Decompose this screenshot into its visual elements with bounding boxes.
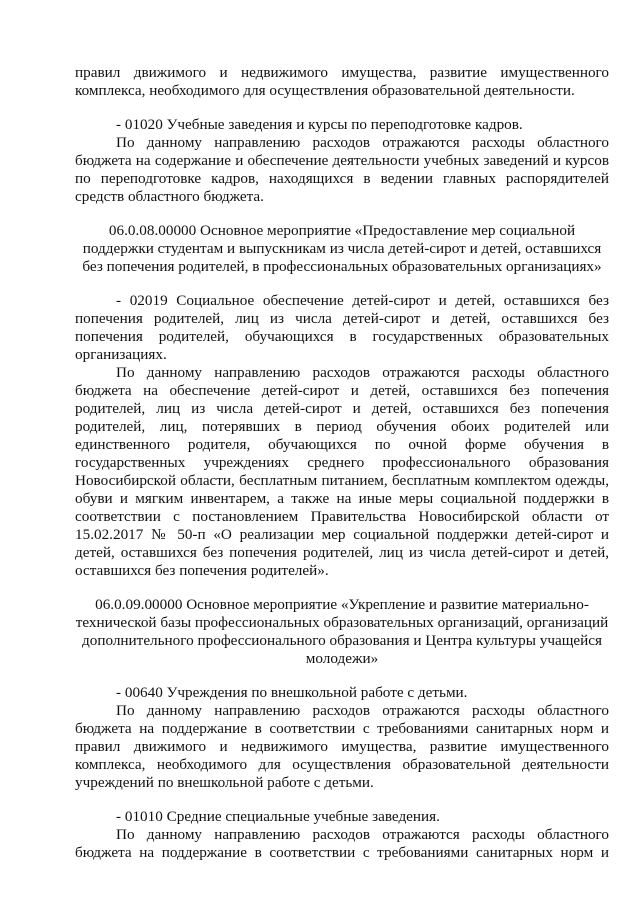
text-line: По данному направлению расходов отражаются расходы областного <box>116 364 609 381</box>
section-heading: 06.0.09.00000 Основное мероприятие «Укрепление и развитие материально- <box>95 596 589 613</box>
text-line: родителей, лиц из числа детей-сирот и детей, оставшихся без попечения <box>75 400 609 417</box>
text-line: средств областного бюджета. <box>75 188 264 205</box>
text-line: государственных учреждениях среднего профессионального образования <box>75 454 609 471</box>
item-heading: - 01010 Средние специальные учебные заведения. <box>116 808 440 825</box>
text-line: По данному направлению расходов отражаются расходы областного <box>116 826 609 843</box>
text-line: организациях. <box>75 346 167 363</box>
text-line: правил движимого и недвижимого имущества, развитие имущественного <box>75 738 609 755</box>
text-line: По данному направлению расходов отражаются расходы областного <box>116 702 609 719</box>
text-line: учреждений по внешкольной работе с детьми. <box>75 774 374 791</box>
text-line: родителей, лиц, потерявших в период обучения обоих родителей или <box>75 418 609 435</box>
text-line: правил движимого и недвижимого имущества, развитие имущественного <box>75 64 609 81</box>
text-line: попечения родителей, лиц из числа детей-сирот и детей, оставшихся без <box>75 310 609 327</box>
text-line: бюджета на поддержание в соответствии с требованиями санитарных норм и <box>75 720 609 737</box>
section-heading: 06.0.08.00000 Основное мероприятие «Предоставление мер социальной <box>108 222 576 239</box>
text-line: комплекса, необходимого для осуществления образовательной деятельности. <box>75 82 575 99</box>
text-line: 15.02.2017 № 50-п «О реализации мер социальной поддержки детей-сирот и <box>75 526 609 543</box>
item-heading: - 02019 Социальное обеспечение детей-сирот и детей, оставшихся без <box>116 292 609 309</box>
text-line: по переподготовке кадров, находящихся в ведении главных распорядителей <box>75 170 609 187</box>
text-line: соответствии с постановлением Правительства Новосибирской области от <box>75 508 609 525</box>
section-heading: технической базы профессиональных образовательных организаций, организаций <box>75 614 609 631</box>
item-heading: - 00640 Учреждения по внешкольной работе с детьми. <box>116 684 468 701</box>
text-line: оставшихся без попечения родителей». <box>75 562 329 579</box>
text-line: По данному направлению расходов отражаются расходы областного <box>116 134 609 151</box>
text-line: бюджета на поддержание в соответствии с требованиями санитарных норм и <box>75 844 609 861</box>
section-heading: дополнительного профессионального образования и Центра культуры учащейся <box>82 632 602 649</box>
text-line: комплекса, необходимого для осуществления образовательной деятельности <box>75 756 609 773</box>
section-heading: поддержки студентам и выпускникам из числа детей-сирот и детей, оставшихся <box>82 240 602 257</box>
text-line: обуви и мягким инвентарем, а также на иные меры социальной поддержки в <box>75 490 609 507</box>
text-line: попечения родителей, обучающихся в государственных образовательных <box>75 328 609 345</box>
text-line: Новосибирской области, бесплатным питанием, бесплатным комплектом одежды, <box>75 472 609 489</box>
text-line: бюджета на обеспечение детей-сирот и детей, оставшихся без попечения <box>75 382 609 399</box>
section-heading: без попечения родителей, в профессиональных образовательных организациях» <box>82 258 602 275</box>
text-line: единственного родителя, обучающихся по очной форме обучения в <box>75 436 609 453</box>
text-line: детей, оставшихся без попечения родителей, лиц из числа детей-сирот и детей, <box>75 544 609 561</box>
section-heading: молодежи» <box>305 650 379 667</box>
item-heading: - 01020 Учебные заведения и курсы по переподготовке кадров. <box>116 116 523 133</box>
text-line: бюджета на содержание и обеспечение деятельности учебных заведений и курсов <box>75 152 609 169</box>
